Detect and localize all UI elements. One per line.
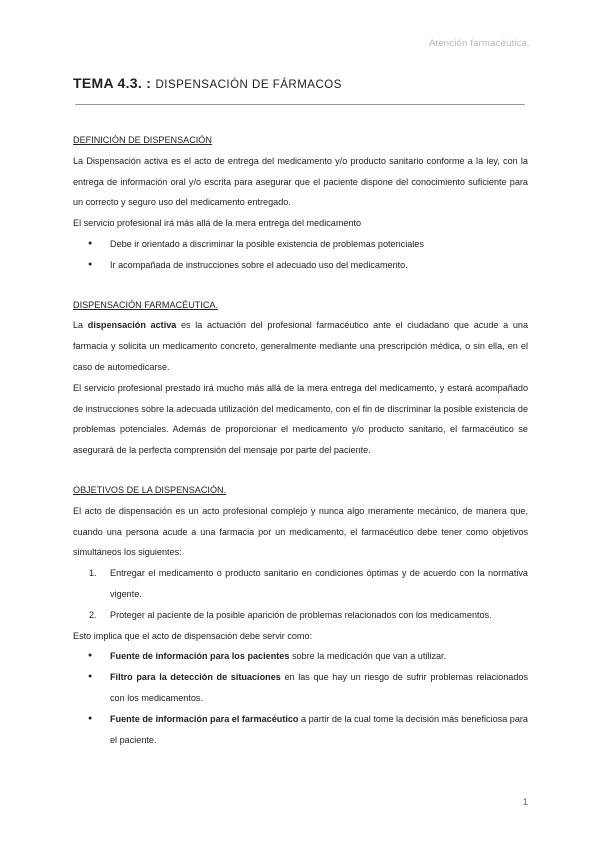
section2-paragraph-2: El servicio profesional prestado irá mucho más allá de la mera entrega del medicamento, y estará acompañado de instrucciones sobre la adecuada utilización del medicamento, con el fin de discriminar la posible existencia de problemas potenciales. Además de proporcionar el medicamento y/o producto sanitario, el farmacéutico se asegurará de la perfecta comprensión del mensaje por parte del paciente. xyxy=(73,382,528,456)
list-item: ● Filtro para la detección de situaciones en las que hay un riesgo de sufrir problemas relacionados con los medicamentos. xyxy=(73,667,528,709)
section3-line: Esto implica que el acto de dispensación debe servir como: xyxy=(73,630,313,641)
page-number: 1 xyxy=(522,797,528,808)
list-item: 2. Proteger al paciente de la posible aparición de problemas relacionados con los medicamentos. xyxy=(89,609,492,620)
section2-paragraph-1: La dispensación activa es la actuación del profesional farmacéutico ante el ciudadano que acude a una farmacia y solicita un medicamento concreto, generalmente mediante una prescripción médica, o sin ella, en el caso de automedicarse. xyxy=(73,320,528,372)
section1-paragraph: La Dispensación activa es el acto de entrega del medicamento y/o producto sanitario conforme a la ley, con la entrega de información oral y/o escrita para asegurar que el paciente dispone del conocimiento suficiente para un correcto y seguro uso del medicamento entregado. xyxy=(73,155,528,208)
section-heading-definicion: DEFINICIÓN DE DISPENSACIÓN xyxy=(73,135,212,145)
section3-numbered-list xyxy=(73,563,528,625)
title-divider xyxy=(75,104,525,105)
section1-line: El servicio profesional irá más allá de la mera entrega del medicamento xyxy=(73,218,362,229)
list-item: ● Fuente de información para los pacientes sobre la medicación que van a utilizar. xyxy=(73,646,528,667)
page-title xyxy=(73,75,342,91)
section3-paragraph: El acto de dispensación es un acto profesional complejo y nunca algo meramente mecánico, de manera que, cuando una persona acude a una farmacia por un medicamento, el farmacéutico debe tener como objetivos simultáneos los siguientes: xyxy=(73,505,528,558)
list-item: ● Debe ir orientado a discriminar la posible existencia de problemas potenciales xyxy=(73,234,528,255)
list-item: 1. Entregar el medicamento o producto sanitario en condiciones óptimas y de acuerdo con la normativa vigente. xyxy=(89,568,528,599)
title-text: DISPENSACIÓN DE FÁRMACOS xyxy=(155,79,342,91)
section1-bullet-list xyxy=(73,234,528,276)
document-body xyxy=(73,130,528,750)
section-heading-dispensacion-farmaceutica: DISPENSACIÓN FARMACÉUTICA. xyxy=(73,299,219,310)
section3-bullet-list xyxy=(73,646,528,750)
list-item: ● Ir acompañada de instrucciones sobre el adecuado uso del medicamento. xyxy=(73,255,528,276)
title-number: TEMA 4.3. : xyxy=(73,75,152,91)
section-heading-objetivos: OBJETIVOS DE LA DISPENSACIÓN. xyxy=(73,484,227,495)
list-item: ● Fuente de información para el farmacéutico a partir de la cual tome la decisión más beneficiosa para el paciente. xyxy=(73,709,528,751)
running-header: Atención farmacéutica. xyxy=(428,38,530,49)
